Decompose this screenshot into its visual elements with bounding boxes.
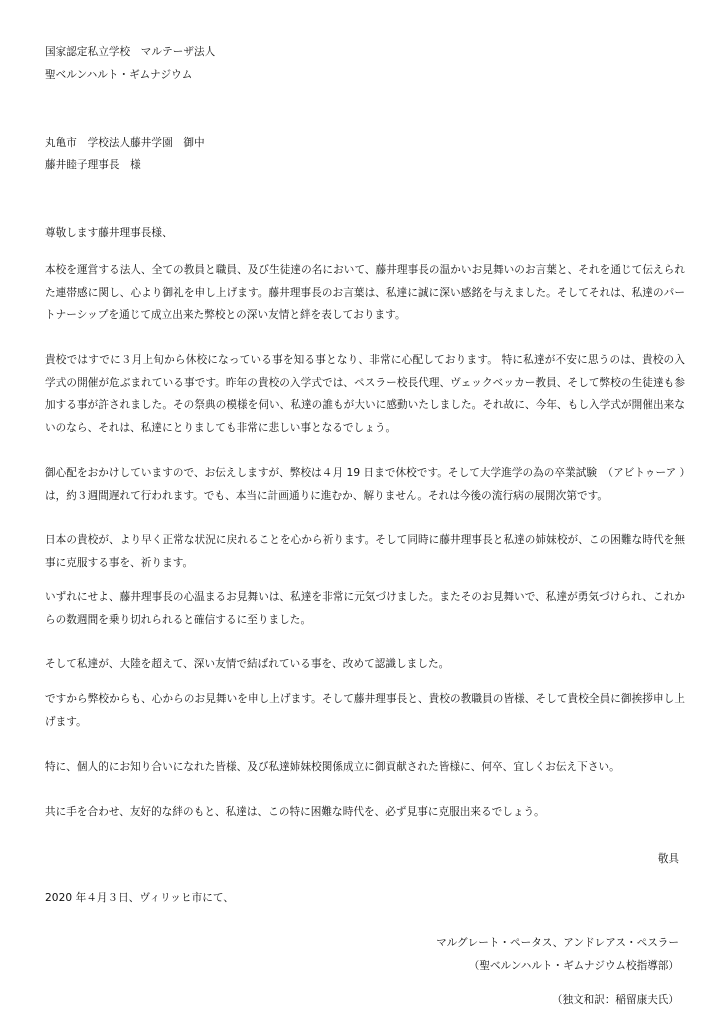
salutation: 尊敬します藤井理事長様、 <box>45 227 173 239</box>
signatory-organization: （聖ベルンハルト・ギムナジウム校指導部） <box>468 960 679 972</box>
paragraph-9: 共に手を合わせ、友好的な絆のもと、私達は、この特に困難な時代を、必ず見事に克服出来るでしょう。 <box>45 806 545 818</box>
date-place: 2020 年４月３日、ヴィリッヒ市にて、 <box>45 892 234 904</box>
sender-line-2: 聖ベルンハルト・ギムナジウム <box>45 69 193 81</box>
signatory-names: マルグレート・ペータス、アンドレアス・ペスラー <box>436 937 679 949</box>
paragraph-3: 御心配をおかけしていますので、お伝えしますが、弊校は４月 19 日まで休校です。そして大学進学の為の卒業試験 （アビトゥーア ）は，約３週間遅れて行われます。でも、本当に計画通りに進むか、解りません。それは今後の流行病の展開次第です。 <box>45 467 685 502</box>
paragraph-4: 日本の貴校が、より早く正常な状況に戻れることを心から祈ります。そして同時に藤井理事長と私達の姉妹校が、この困難な時代を無事に克服する事を、祈ります。 <box>45 534 685 569</box>
recipient-line-1: 丸亀市 学校法人藤井学園 御中 <box>45 137 205 149</box>
paragraph-7: ですから弊校からも、心からのお見舞いを申し上げます。そして藤井理事長と、貴校の教職員の皆様、そして貴校全員に御挨拶申し上げます。 <box>45 693 685 728</box>
recipient-line-2: 藤井睦子理事長 様 <box>45 159 141 171</box>
translator-credit: （独文和訳：稲留康夫氏） <box>551 994 679 1006</box>
paragraph-6: そして私達が、大陸を超えて、深い友情で結ばれている事を、改めて認識しました。 <box>45 658 450 670</box>
paragraph-5: いずれにせよ、藤井理事長の心温まるお見舞いは、私達を非常に元気づけました。またそのお見舞いで、私達が勇気づけられ、これからの数週間を乗り切れられると確信するに至りました。 <box>45 591 685 626</box>
sender-line-1: 国家認定私立学校 マルテーザ法人 <box>45 46 216 58</box>
closing: 敬具 <box>657 853 679 865</box>
paragraph-8: 特に、個人的にお知り合いになれた皆様、及び私達姉妹校関係成立に御貢献された皆様に、何卒、宜しくお伝え下さい。 <box>45 761 620 773</box>
paragraph-1: 本校を運営する法人、全ての教員と職員、及び生徒達の名において、藤井理事長の温かいお見舞いのお言葉と、それを通じて伝えられた連帯感に関し、心より御礼を申し上げます。藤井理事長のお言葉は、私達に誠に深い感銘を与えました。そしてそれは、私達のパートナーシップを通じて成立出来た弊校との深い友情と絆を表しております。 <box>45 264 685 321</box>
paragraph-2: 貴校ではすでに３月上旬から休校になっている事を知る事となり、非常に心配しております。 特に私達が不安に思うのは、貴校の入学式の開催が危ぶまれている事です。昨年の貴校の入学式では、ペスラー校長代理、ヴェックベッカー教員、そして弊校の生徒達も参加する事が許されました。その祭典の模様を伺い、私達の誰もが大いに感動いたしました。それ故に、今年、もし入学式が開催出来ないのなら、それは、私達にとりましても非常に悲しい事となるでしょう。 <box>45 354 685 434</box>
